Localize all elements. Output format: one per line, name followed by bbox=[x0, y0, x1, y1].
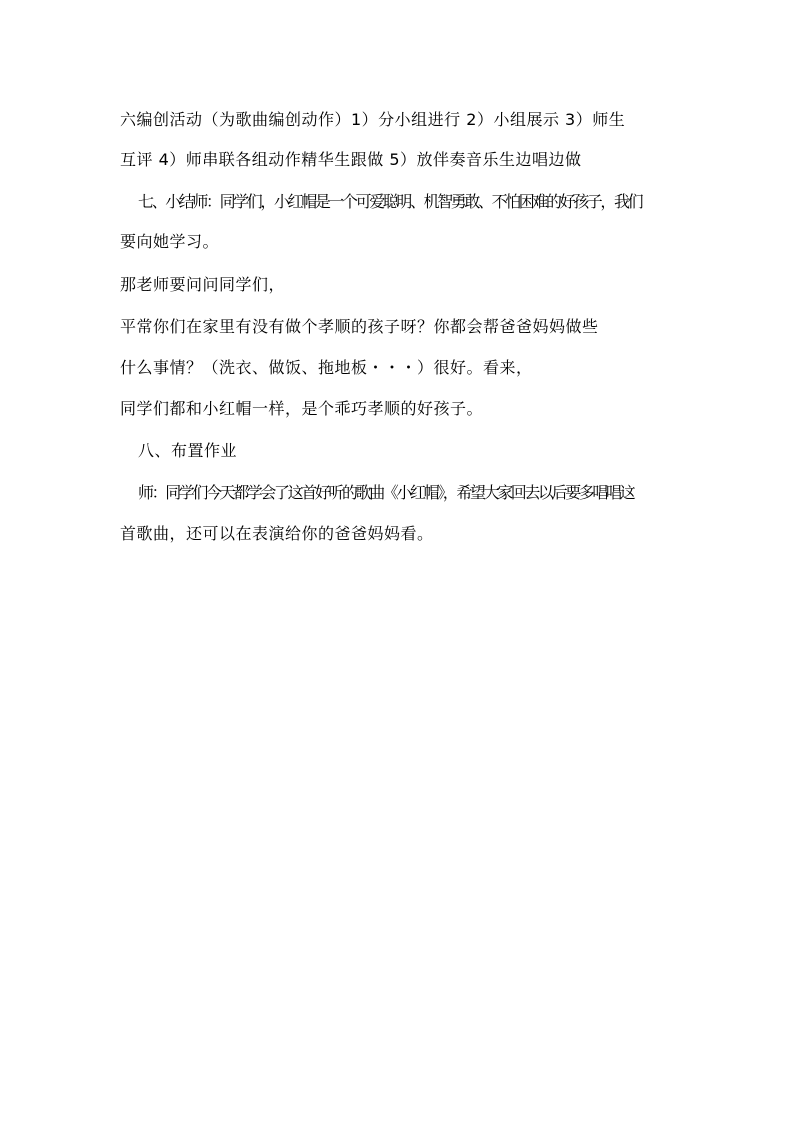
paragraph-line-2: 互评 4）师串联各组动作精华生跟做 5）放伴奏音乐生边唱边做 bbox=[120, 150, 582, 169]
paragraph-line-3: 七、小结师：同学们，小红帽是一个可爱聪明、机智勇敢、不怕困难的好孩子，我们 bbox=[138, 192, 642, 211]
paragraph-line-7: 什么事情？（洗衣、做饭、拖地板・・・）很好。看来， bbox=[120, 358, 533, 377]
paragraph-line-9: 师：同学们今天都学会了这首好听的歌曲《小红帽》，希望大家回去以后要多唱唱这 bbox=[138, 483, 634, 502]
paragraph-line-5: 那老师要问问同学们， bbox=[120, 275, 286, 294]
paragraph-line-8: 同学们都和小红帽一样，是个乖巧孝顺的好孩子。 bbox=[120, 399, 484, 418]
paragraph-line-6: 平常你们在家里有没有做个孝顺的孩子呀？你都会帮爸爸妈妈做些 bbox=[120, 317, 599, 336]
paragraph-line-1: 六编创活动（为歌曲编创动作）1）分小组进行 2）小组展示 3）师生 bbox=[120, 110, 626, 129]
paragraph-line-10: 首歌曲，还可以在表演给你的爸爸妈妈看。 bbox=[120, 524, 434, 543]
section-heading: 八、布置作业 bbox=[138, 441, 238, 460]
paragraph-line-4: 要向她学习。 bbox=[120, 232, 220, 251]
